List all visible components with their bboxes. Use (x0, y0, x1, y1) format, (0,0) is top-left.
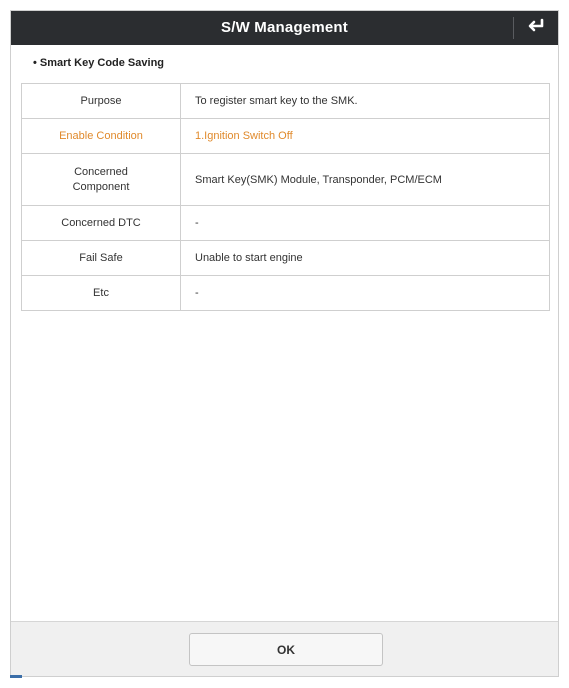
dialog-title: S/W Management (221, 19, 348, 36)
table-row (22, 154, 550, 206)
back-button[interactable] (514, 11, 558, 45)
ok-button[interactable]: OK (189, 633, 383, 666)
return-arrow-icon (526, 18, 546, 39)
row-value: Smart Key(SMK) Module, Transponder, PCM/ECM (181, 154, 550, 206)
row-value: To register smart key to the SMK. (181, 84, 550, 119)
row-label: Fail Safe (22, 241, 181, 276)
corner-accent (10, 675, 22, 678)
row-value: - (181, 206, 550, 241)
row-label: Enable Condition (22, 119, 181, 154)
section-heading: • Smart Key Code Saving (33, 57, 165, 69)
row-label: Etc (22, 276, 181, 311)
dialog-footer (11, 621, 558, 676)
sw-management-dialog (10, 10, 559, 677)
table-row (22, 84, 550, 119)
row-label: Purpose (22, 84, 181, 119)
table-row (22, 276, 550, 311)
title-bar (11, 11, 558, 45)
row-label: Concerned Component (22, 154, 181, 206)
row-value: - (181, 276, 550, 311)
row-label: Concerned DTC (22, 206, 181, 241)
table-row (22, 241, 550, 276)
info-table (21, 83, 550, 311)
row-value: 1.Ignition Switch Off (181, 119, 550, 154)
table-row (22, 206, 550, 241)
table-row (22, 119, 550, 154)
row-value: Unable to start engine (181, 241, 550, 276)
